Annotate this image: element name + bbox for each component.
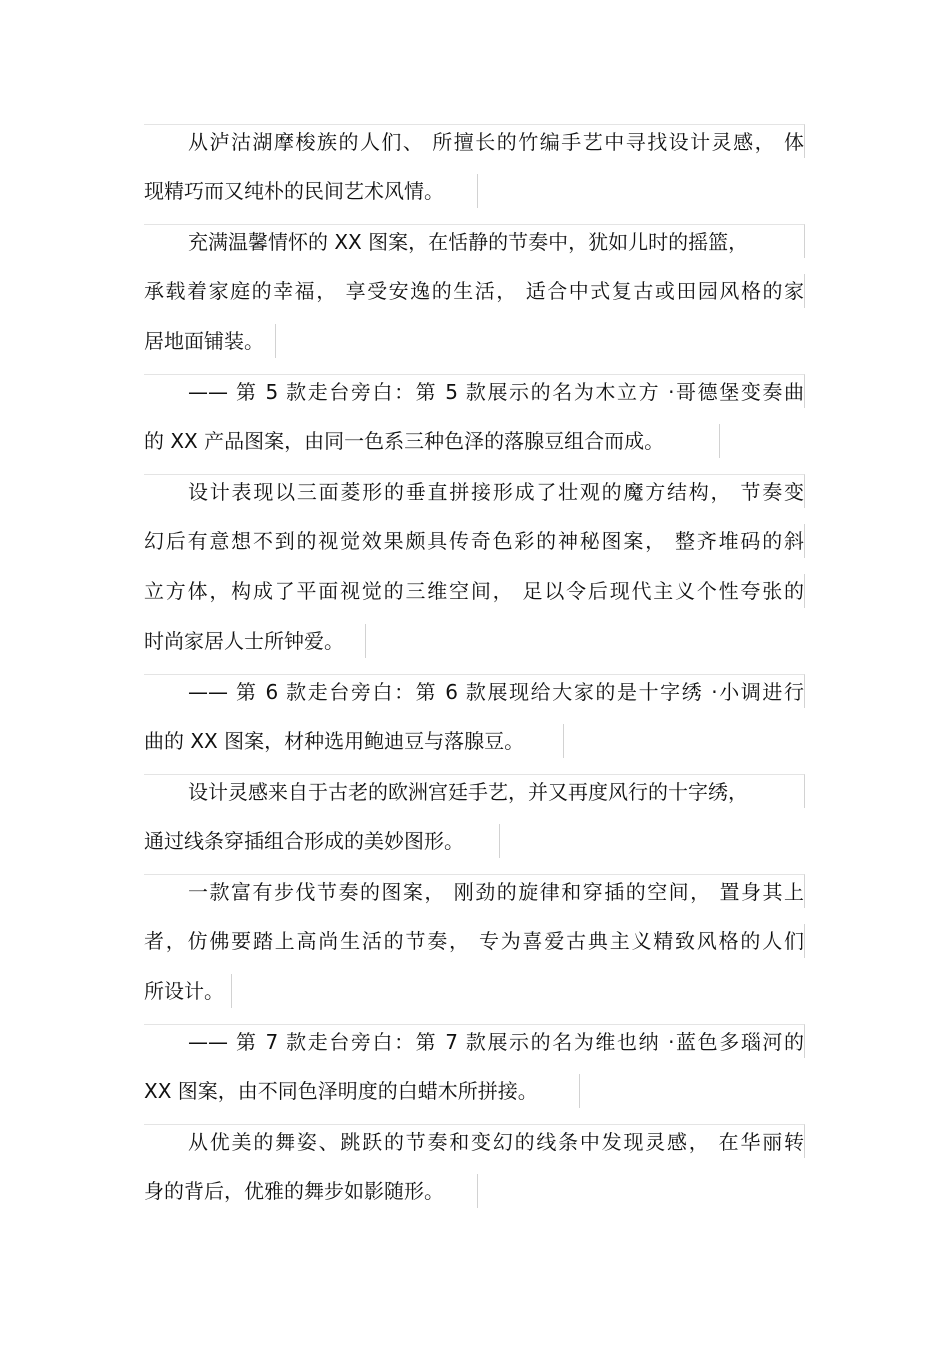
paragraph-line: 设计灵感来自于古老的欧洲宫廷手艺，并又再度风行的十字绣， xyxy=(144,774,805,808)
paragraph-line: —— 第 5 款走台旁白：第 5 款展示的名为木立方 ·哥德堡变奏曲 xyxy=(144,374,805,408)
paragraph-line: 设计表现以三面菱形的垂直拼接形成了壮观的魔方结构， 节奏变 xyxy=(144,474,805,508)
paragraph-line: 的 XX 产品图案，由同一色系三种色泽的落腺豆组合而成。 xyxy=(144,424,720,458)
paragraph-line: 时尚家居人士所钟爱。 xyxy=(144,624,366,658)
paragraph-line: 幻后有意想不到的视觉效果颇具传奇色彩的神秘图案， 整齐堆码的斜 xyxy=(144,524,805,558)
paragraph-line: 一款富有步伐节奏的图案， 刚劲的旋律和穿插的空间， 置身其上 xyxy=(144,874,805,908)
paragraph-line: 居地面铺装。 xyxy=(144,324,276,358)
paragraph-line: 所设计。 xyxy=(144,974,232,1008)
paragraph-line: 从泸沽湖摩梭族的人们、 所擅长的竹编手艺中寻找设计灵感， 体 xyxy=(144,124,805,158)
paragraph-line: 通过线条穿插组合形成的美妙图形。 xyxy=(144,824,500,858)
paragraph-line: —— 第 7 款走台旁白：第 7 款展示的名为维也纳 ·蓝色多瑙河的 xyxy=(144,1024,805,1058)
paragraph-line: 者，仿佛要踏上高尚生活的节奏， 专为喜爱古典主义精致风格的人们 xyxy=(144,924,805,958)
paragraph-line: 从优美的舞姿、跳跃的节奏和变幻的线条中发现灵感， 在华丽转 xyxy=(144,1124,805,1158)
paragraph-line: XX 图案，由不同色泽明度的白蜡木所拼接。 xyxy=(144,1074,580,1108)
paragraph-line: 身的背后，优雅的舞步如影随形。 xyxy=(144,1174,478,1208)
paragraph-line: 充满温馨情怀的 XX 图案，在恬静的节奏中，犹如儿时的摇篮， xyxy=(144,224,805,258)
paragraph-line: 曲的 XX 图案，材种选用鲍迪豆与落腺豆。 xyxy=(144,724,564,758)
paragraph-line: —— 第 6 款走台旁白：第 6 款展现给大家的是十字绣 ·小调进行 xyxy=(144,674,805,708)
paragraph-line: 承载着家庭的幸福， 享受安逸的生活， 适合中式复古或田园风格的家 xyxy=(144,274,805,308)
paragraph-line: 现精巧而又纯朴的民间艺术风情。 xyxy=(144,174,478,208)
paragraph-line: 立方体，构成了平面视觉的三维空间， 足以令后现代主义个性夸张的 xyxy=(144,574,805,608)
